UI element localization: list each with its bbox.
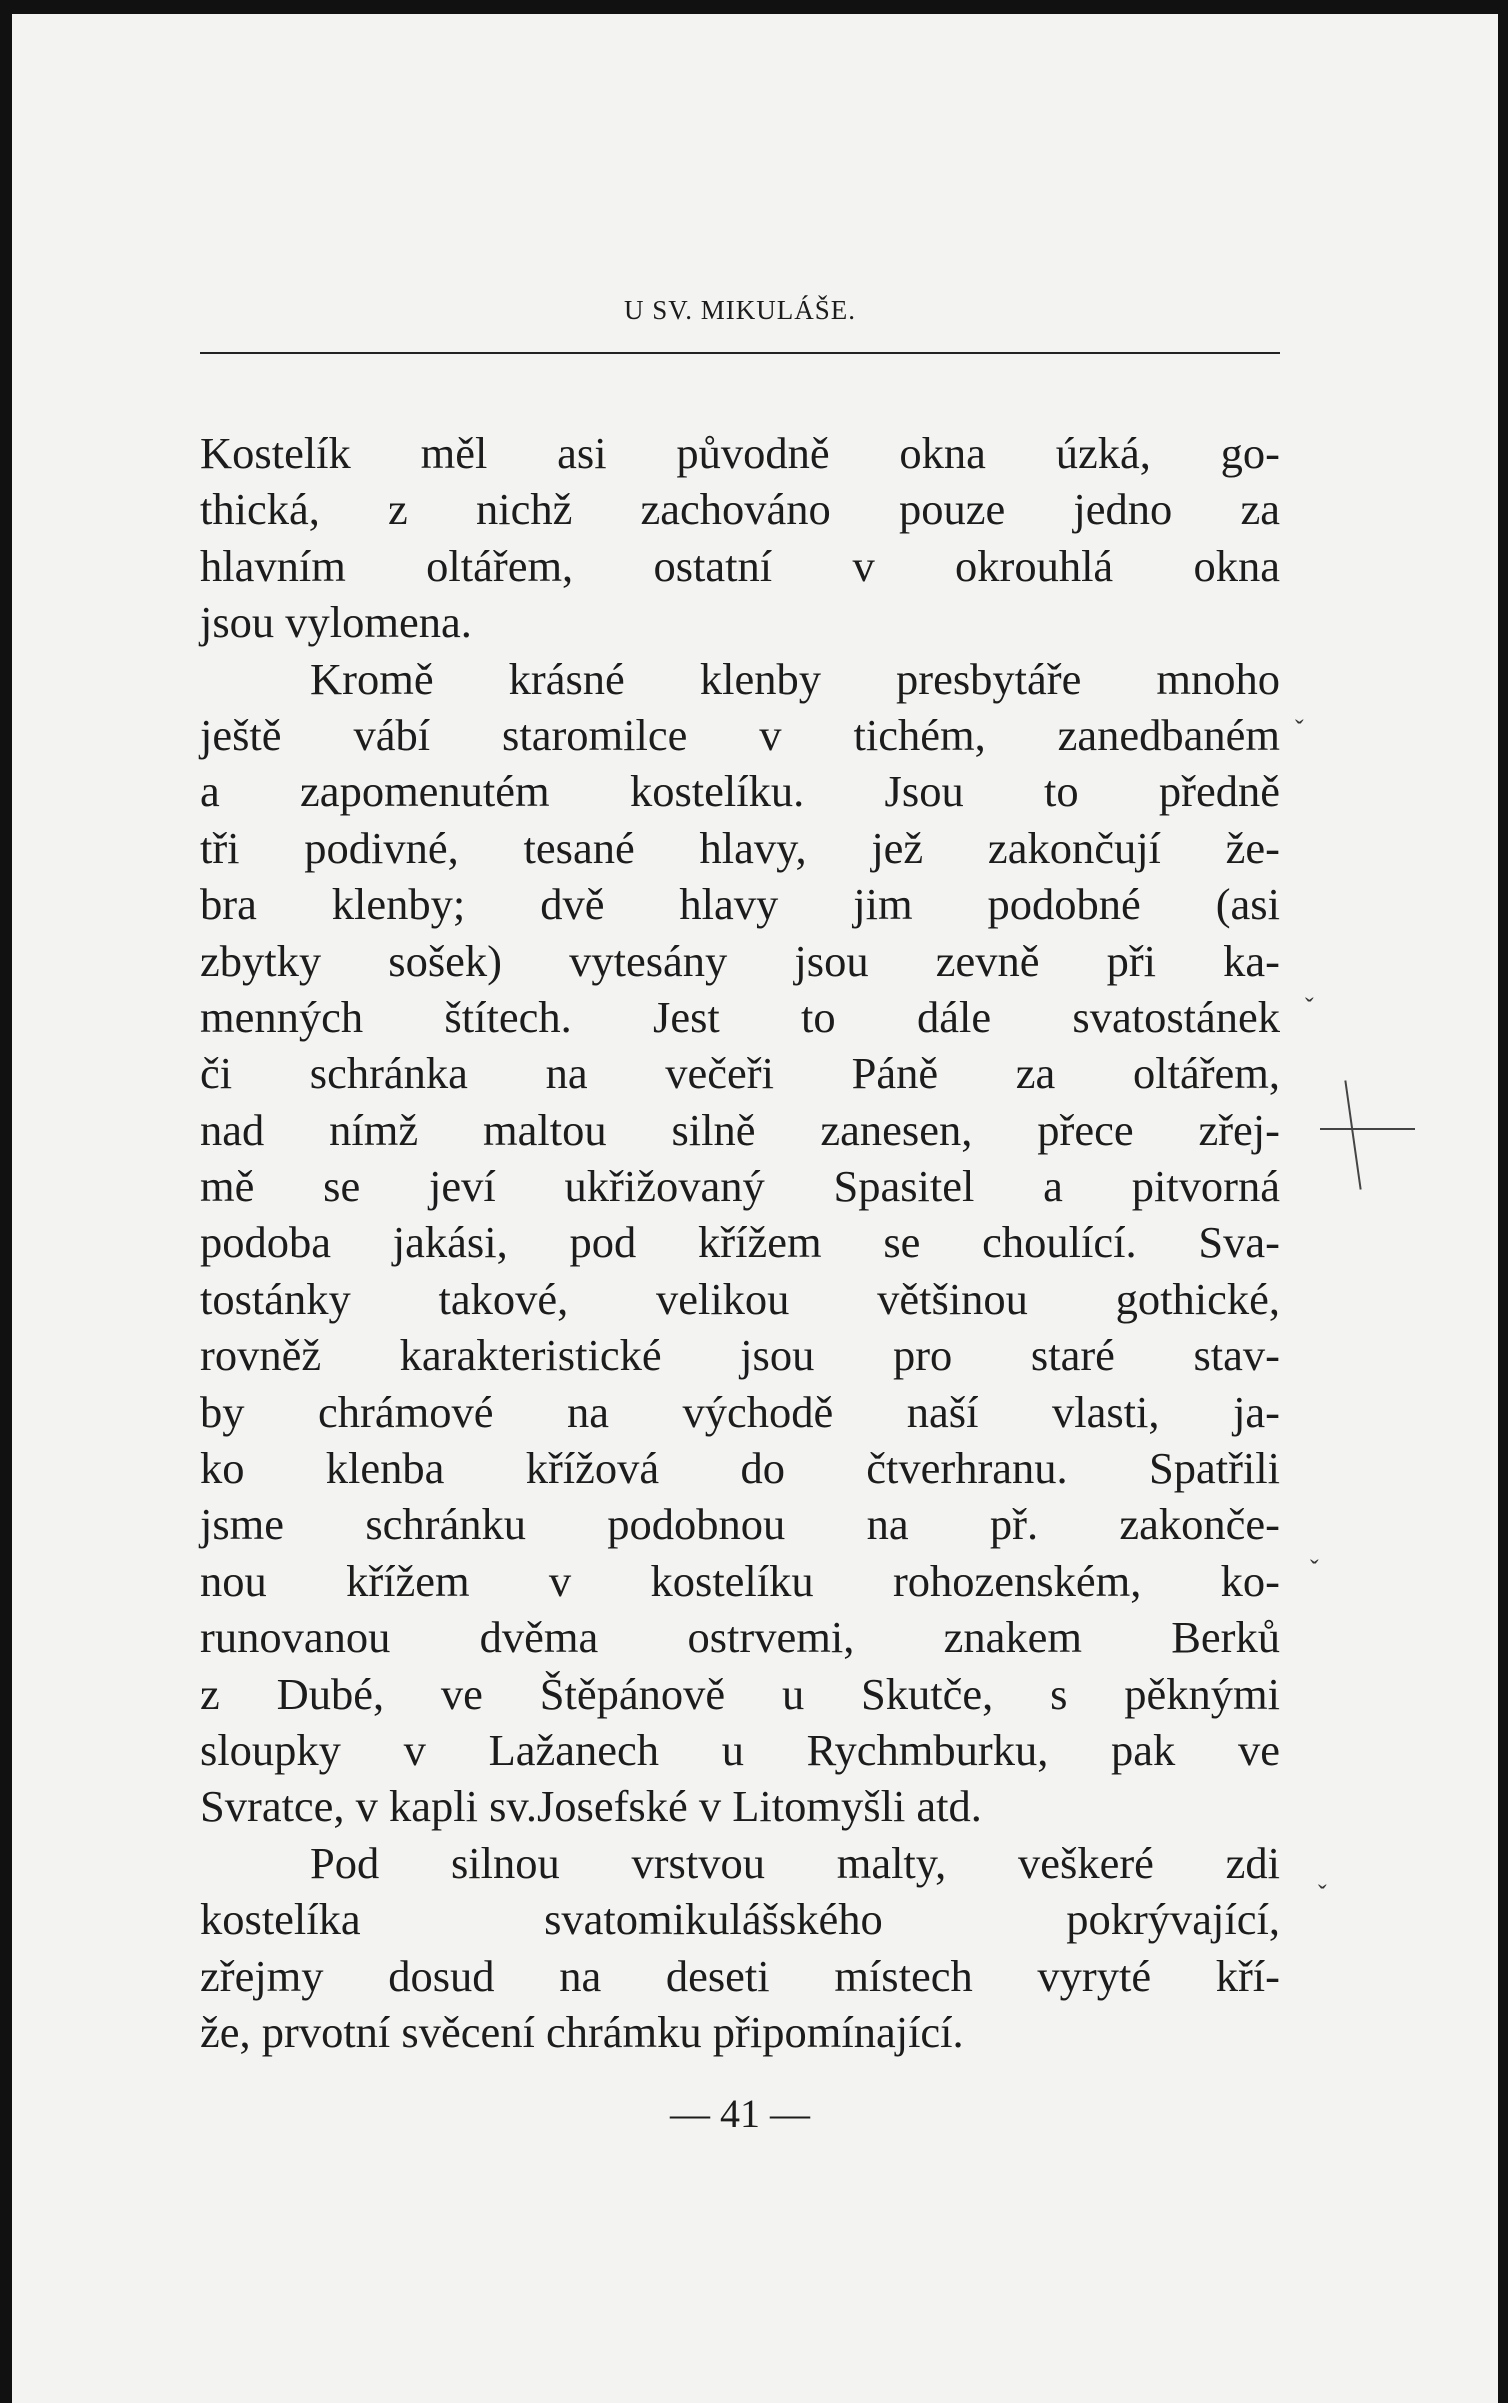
text-line: sloupky v Lažanech u Rychmburku, pak ve [200, 1724, 1280, 1775]
scan-border-right [1498, 0, 1508, 2403]
text-line: z Dubé, ve Štěpánově u Skutče, s pěknými [200, 1668, 1280, 1719]
text-line: zřejmy dosud na deseti místech vyryté kří- [200, 1950, 1280, 2001]
pencil-cross-mark [1320, 1128, 1415, 1130]
text-line: rovněž karakteristické jsou pro staré stav- [200, 1330, 1280, 1381]
body-text [200, 425, 1280, 2060]
text-line: tostánky takové, velikou většinou gothické, [200, 1273, 1280, 1324]
text-line: Pod silnou vrstvou malty, veškeré zdi [310, 1837, 1280, 1888]
scan-border-left [0, 0, 12, 2403]
text-line: mě se jeví ukřižovaný Spasitel a pitvorná [200, 1161, 1280, 1212]
text-line: nou křížem v kostelíku rohozenském, ko- [200, 1555, 1280, 1606]
text-line: podoba jakási, pod křížem se choulící. Sva- [200, 1217, 1280, 1268]
text-line: zbytky sošek) vytesány jsou zevně při ka- [200, 935, 1280, 986]
text-line: ještě vábí staromilce v tichém, zanedbaném [200, 709, 1280, 760]
header-rule [200, 352, 1280, 354]
text-line: jsme schránku podobnou na př. zakonče- [200, 1499, 1280, 1550]
text-line: menných štítech. Jest to dále svatostánek [200, 991, 1280, 1042]
pencil-tick-mark: ˇ [1310, 1555, 1319, 1584]
pencil-cross-mark [1344, 1080, 1361, 1189]
text-line: tři podivné, tesané hlavy, jež zakončují že- [200, 822, 1280, 873]
text-line: Kromě krásné klenby presbytáře mnoho [310, 653, 1280, 704]
text-line: bra klenby; dvě hlavy jim podobné (asi [200, 879, 1280, 930]
text-line: jsou vylomena. [200, 597, 472, 648]
text-line: ko klenba křížová do čtverhranu. Spatřili [200, 1443, 1280, 1494]
text-line: či schránka na večeři Páně za oltářem, [200, 1048, 1280, 1099]
pencil-tick-mark: ˇ [1305, 993, 1314, 1022]
pencil-tick-mark: ˇ [1318, 1880, 1327, 1909]
running-head: U SV. MIKULÁŠE. [623, 295, 857, 325]
page-number: — 41 — [670, 2091, 810, 2136]
text-line: že, prvotní svěcení chrámku připomínající. [200, 2006, 964, 2057]
scan-border-top [0, 0, 1508, 14]
text-line: nad nímž maltou silně zanesen, přece zřej- [200, 1104, 1280, 1155]
text-line: a zapomenutém kostelíku. Jsou to předně [200, 766, 1280, 817]
text-line: kostelíka svatomikulášského pokrývající, [200, 1894, 1280, 1945]
text-line: Svratce, v kapli sv.Josefské v Litomyšli atd. [200, 1781, 982, 1832]
pencil-tick-mark: ˇ [1295, 715, 1304, 744]
text-line: runovanou dvěma ostrvemi, znakem Berků [200, 1612, 1280, 1663]
text-line: thická, z nichž zachováno pouze jedno za [200, 484, 1280, 535]
text-line: by chrámové na východě naší vlasti, ja- [200, 1386, 1280, 1437]
text-line: Kostelík měl asi původně okna úzká, go- [200, 428, 1280, 478]
text-line: hlavním oltářem, ostatní v okrouhlá okna [200, 540, 1280, 591]
